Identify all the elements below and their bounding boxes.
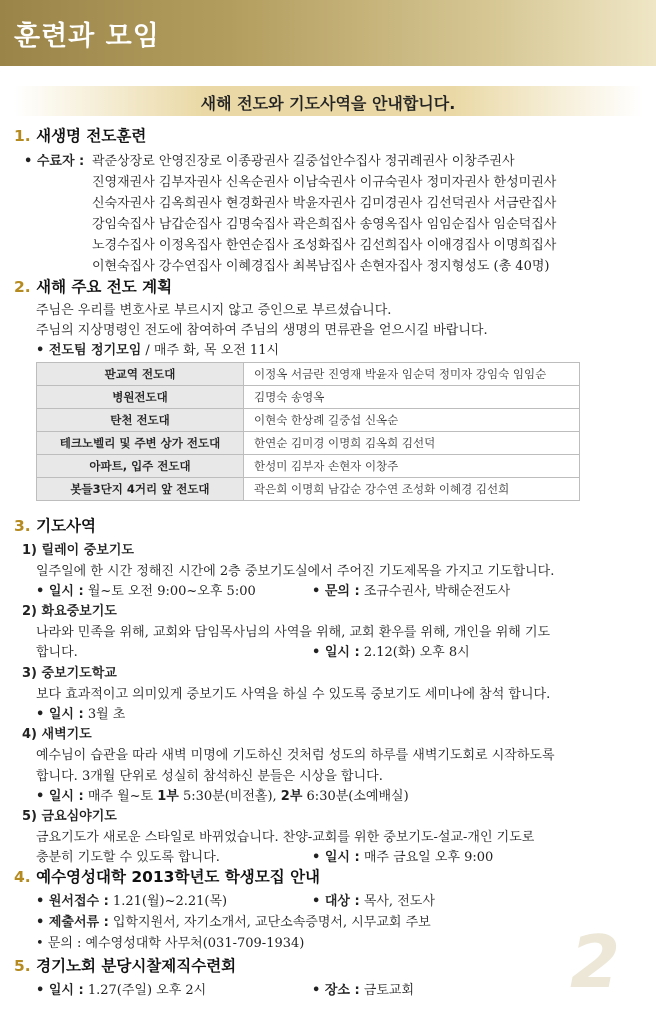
prayer-3-desc: 보다 효과적이고 의미있게 중보기도 사역을 하실 수 있도록 중보기도 세미나에 참석 합니다. [36, 687, 551, 702]
table-row [37, 409, 580, 432]
prayer-2-title: 2) 화요중보기도 [22, 604, 117, 619]
section-5-heading [14, 954, 236, 976]
prayer-1-time [36, 580, 256, 599]
team-name: 봇들3단지 4거리 앞 전도대 [37, 478, 244, 501]
prayer-2-time [312, 641, 470, 660]
prayer-5-title: 5) 금요심야기도 [22, 809, 117, 824]
place-value: 금토교회 [359, 983, 415, 998]
time-value: 3월 초 [83, 707, 126, 722]
team-name: 탄천 전도대 [37, 409, 244, 432]
table-row [37, 386, 580, 409]
section-2-heading [14, 275, 172, 297]
section-2-text: 주님은 우리를 변호사로 부르시지 않고 증인으로 부르셨습니다. [36, 303, 392, 318]
prayer-5-desc: 금요기도가 새로운 스타일로 바뀌었습니다. 찬양-교회를 위한 중보기도-설교-개인 기도로 [36, 830, 535, 845]
intro-banner [14, 86, 642, 116]
time-value: 2.12(화) 오후 8시 [359, 645, 470, 660]
section-2-text: 주님의 지상명령인 전도에 참여하여 주님의 생명의 면류관을 얻으시길 바랍니다. [36, 323, 488, 338]
table-row [37, 363, 580, 386]
banner-title: 새해 전도와 기도사역을 안내합니다. [200, 94, 456, 113]
graduates-label: • 수료자 : [24, 154, 85, 169]
section-4-number: 4. [14, 868, 31, 886]
retreat-time [36, 979, 206, 998]
team-members: 이정옥 서금란 진영재 박윤자 임순덕 정미자 강임숙 임임순 [244, 363, 580, 386]
team-name: 테크노벨리 및 주변 상가 전도대 [37, 432, 244, 455]
graduates-line: 노경수집사 이정옥집사 한연순집사 조성화집사 김선희집사 이애경집사 이명희집사 [92, 238, 557, 253]
contact-info: • 문의 : 예수영성대학 사무처(031-709-1934) [36, 936, 305, 951]
team-name: 판교역 전도대 [37, 363, 244, 386]
part-value: 6:30분(소예배실) [302, 789, 409, 804]
prayer-5-time [312, 846, 493, 865]
time-value: 1.27(주일) 오후 2시 [83, 983, 207, 998]
graduates-line: 신숙자권사 김옥희권사 현경화권사 박윤자권사 김미경권사 김선덕권사 서금란집사 [92, 196, 557, 211]
apply-value: 1.21(월)~2.21(목) [108, 894, 228, 909]
section-3-title: 기도사역 [36, 517, 96, 535]
target-label: • 대상 : [312, 894, 360, 909]
team-members: 김명숙 송영옥 [244, 386, 580, 409]
time-label: • 일시 : [36, 707, 84, 722]
team-members: 이현숙 한상례 길중섭 신옥순 [244, 409, 580, 432]
team-members: 한성미 김부자 손현자 이창주 [244, 455, 580, 478]
docs-label: • 제출서류 : [36, 915, 109, 930]
meeting-value: / 매주 화, 목 오전 11시 [141, 343, 280, 358]
required-documents [36, 911, 431, 930]
prayer-1-desc: 일주일에 한 시간 정해진 시간에 2층 중보기도실에서 주어진 기도제목을 가지고 기도합니다. [36, 564, 555, 579]
docs-value: 입학지원서, 자기소개서, 교단소속증명서, 시무교회 주보 [108, 915, 431, 930]
prayer-3-time [36, 703, 125, 722]
part-value: 5:30분(비전홀), [178, 789, 281, 804]
time-label: • 일시 : [36, 584, 84, 599]
time-label: • 일시 : [312, 645, 360, 660]
prayer-3-title: 3) 중보기도학교 [22, 666, 117, 681]
table-row [37, 478, 580, 501]
meeting-info [36, 339, 279, 358]
part-label: 1부 [157, 789, 179, 804]
team-name: 아파트, 입주 전도대 [37, 455, 244, 478]
header-bar [0, 0, 656, 66]
section-5-title: 경기노회 분당시찰제직수련회 [36, 957, 237, 975]
section-1-number: 1. [14, 127, 31, 145]
team-members: 곽은희 이명희 남갑순 강수연 조성화 이혜경 김선희 [244, 478, 580, 501]
table-row [37, 432, 580, 455]
prayer-4-desc: 예수님이 습관을 따라 새벽 미명에 기도하신 것처럼 성도의 하루를 새벽기도회로 시작하도록 [36, 748, 555, 763]
time-value: 매주 월~토 [83, 789, 158, 804]
part-label: 2부 [280, 789, 303, 804]
contact-label: • 문의 : [312, 584, 360, 599]
time-label: • 일시 : [36, 789, 84, 804]
graduates-line: 강임숙집사 남갑순집사 김명숙집사 곽은희집사 송영옥집사 임임순집사 임순덕집사 [92, 217, 557, 232]
application-period [36, 890, 227, 909]
graduates-line: 이현숙집사 강수연집사 이혜경집사 최복남집사 손현자집사 정지형성도 (총 40명) [92, 259, 550, 274]
place-label: • 장소 : [312, 983, 360, 998]
section-1-title: 새생명 전도훈련 [36, 127, 147, 145]
apply-label: • 원서접수 : [36, 894, 109, 909]
time-label: • 일시 : [36, 983, 84, 998]
prayer-4-time [36, 785, 409, 804]
prayer-4-title: 4) 새벽기도 [22, 727, 92, 742]
contact-value: 조규수권사, 박해순전도사 [359, 584, 511, 599]
section-4-heading [14, 865, 320, 887]
time-value: 월~토 오전 9:00~오후 5:00 [83, 584, 256, 599]
retreat-place [312, 979, 414, 998]
section-5-number: 5. [14, 957, 31, 975]
graduates-line: 곽준상장로 안영진장로 이종광권사 길중섭안수집사 정귀례권사 이창주권사 [92, 154, 515, 169]
target-value: 목사, 전도사 [359, 894, 435, 909]
section-4-title: 예수영성대학 2013학년도 학생모집 안내 [36, 868, 321, 886]
prayer-1-title: 1) 릴레이 중보기도 [22, 543, 134, 558]
page-title: 훈련과 모임 [14, 21, 160, 52]
prayer-2-desc: 합니다. [36, 645, 78, 660]
prayer-1-contact [312, 580, 510, 599]
prayer-5-desc: 충분히 기도할 수 있도록 합니다. [36, 850, 220, 865]
section-2-title: 새해 주요 전도 계획 [36, 278, 173, 296]
team-table [36, 362, 580, 501]
team-members: 한연순 김미경 이명희 김옥희 김선덕 [244, 432, 580, 455]
graduates-line: 진영재권사 김부자권사 신옥순권사 이남숙권사 이규숙권사 정미자권사 한성미권사 [92, 175, 557, 190]
target-info [312, 890, 435, 909]
table-row [37, 455, 580, 478]
time-value: 매주 금요일 오후 9:00 [359, 850, 494, 865]
team-name: 병원전도대 [37, 386, 244, 409]
section-3-number: 3. [14, 517, 31, 535]
time-label: • 일시 : [312, 850, 360, 865]
section-1-heading [14, 124, 146, 146]
prayer-4-desc: 합니다. 3개월 단위로 성실히 참석하신 분들은 시상을 합니다. [36, 769, 383, 784]
prayer-2-desc: 나라와 민족을 위해, 교회와 담임목사님의 사역을 위해, 교회 환우를 위해, 개인을 위해 기도 [36, 625, 551, 640]
section-2-number: 2. [14, 278, 31, 296]
page-number: 2 [570, 920, 621, 1004]
meeting-label: • 전도팀 정기모임 [36, 343, 142, 358]
section-3-heading [14, 514, 96, 536]
